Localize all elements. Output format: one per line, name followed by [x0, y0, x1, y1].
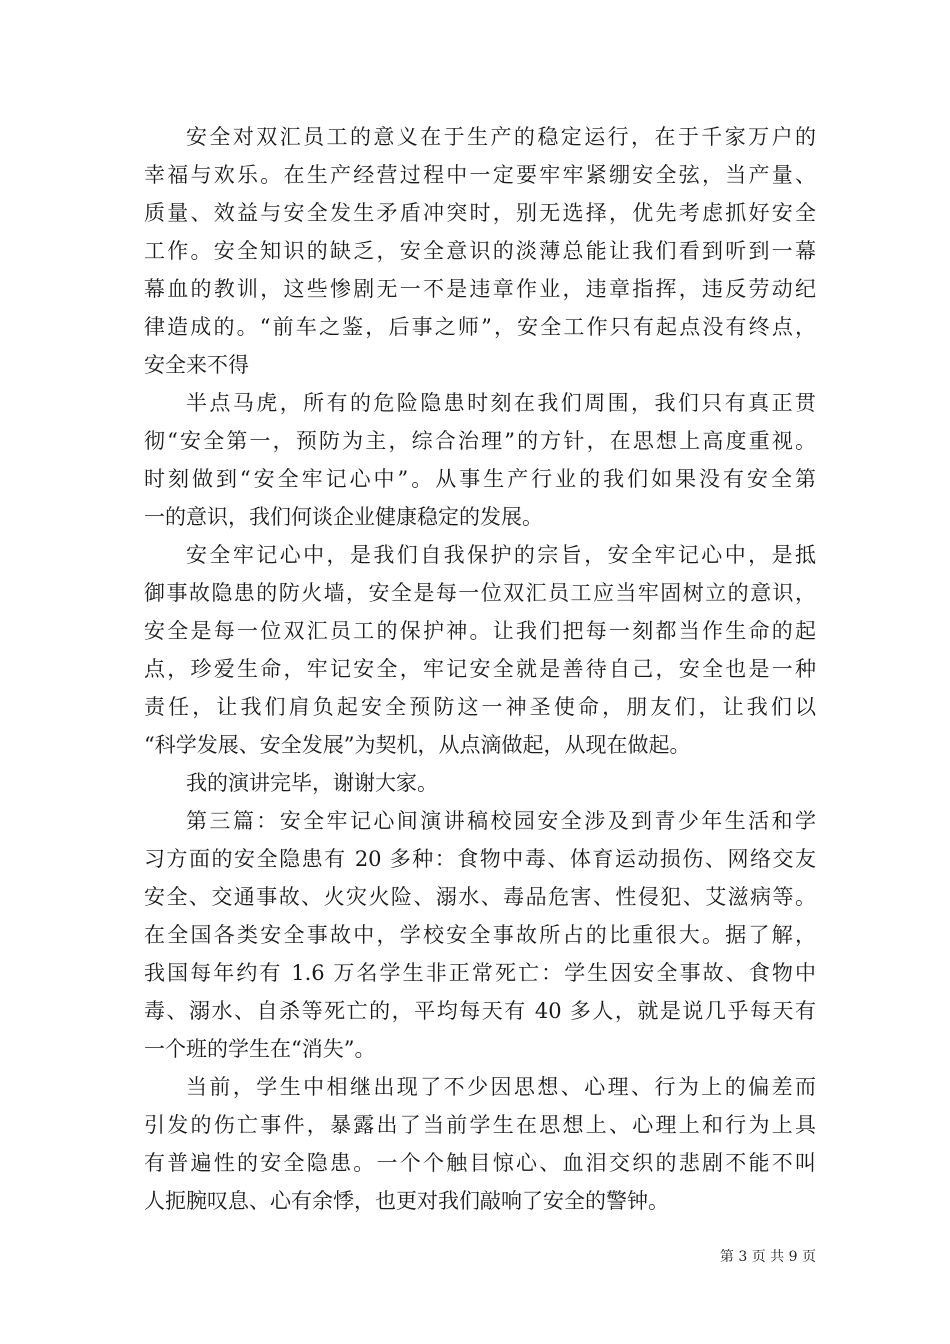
text-line: 毒、溺水、自杀等死亡的，平均每天有 40 多人，就是说几乎每天有: [144, 999, 816, 1023]
text-line: 安全是每一位双汇员工的保护神。让我们把每一刻都当作生命的起: [144, 619, 816, 643]
text-line: 引发的伤亡事件，暴露出了当前学生在思想上、心理上和行为上具: [144, 1113, 816, 1137]
text-line: 安全、交通事故、火灾火险、溺水、毒品危害、性侵犯、艾滋病等。: [144, 885, 816, 909]
text-line: 人扼腕叹息、心有余悸，也更对我们敲响了安全的警钟。: [144, 1189, 669, 1213]
text-line: 当前，学生中相继出现了不少因思想、心理、行为上的偏差而: [186, 1075, 816, 1099]
text-line: 点，珍爱生命，牢记安全，牢记安全就是善待自己，安全也是一种: [144, 657, 816, 681]
paragraph-5: [144, 802, 816, 1068]
text-line: 幸福与欢乐。在生产经营过程中一定要牢牢紧绷安全弦，当产量、: [144, 163, 816, 187]
text-line: 幕血的教训，这些惨剧无一不是违章作业，违章指挥，违反劳动纪: [144, 277, 816, 301]
text-line: 有普遍性的安全隐患。一个个触目惊心、血泪交织的悲剧不能不叫: [144, 1151, 816, 1175]
document-body: [144, 118, 816, 1220]
text-line: 我国每年约有 1.6 万名学生非正常死亡：学生因安全事故、食物中: [144, 961, 816, 985]
text-line: 时刻做到“安全牢记心中”。从事生产行业的我们如果没有安全第: [144, 467, 816, 491]
text-line: 半点马虎，所有的危险隐患时刻在我们周围，我们只有真正贯: [186, 391, 816, 415]
page-number-footer: 第 3 页 共 9 页: [719, 1249, 816, 1265]
text-line: “科学发展、安全发展”为契机，从点滴做起，从现在做起。: [144, 733, 691, 757]
text-line: 安全来不得: [144, 353, 249, 377]
text-line: 彻“安全第一，预防为主，综合治理”的方针，在思想上高度重视。: [144, 429, 816, 453]
text-line: 一个班的学生在“消失”。: [144, 1037, 376, 1061]
text-line: 习方面的安全隐患有 20 多种：食物中毒、体育运动损伤、网络交友: [144, 847, 816, 871]
text-line: 安全对双汇员工的意义在于生产的稳定运行，在于千家万户的: [186, 125, 816, 149]
paragraph-4: [144, 764, 816, 802]
text-line: 律造成的。“前车之鉴，后事之师”，安全工作只有起点没有终点，: [144, 315, 816, 339]
text-line: 我的演讲完毕，谢谢大家。: [186, 771, 438, 795]
text-line: 责任，让我们肩负起安全预防这一神圣使命，朋友们，让我们以: [144, 695, 816, 719]
text-line: 工作。安全知识的缺乏，安全意识的淡薄总能让我们看到听到一幕: [144, 239, 816, 263]
text-line: 安全牢记心中，是我们自我保护的宗旨，安全牢记心中，是抵: [186, 543, 816, 567]
paragraph-6: [144, 1068, 816, 1220]
text-line: 质量、效益与安全发生矛盾冲突时，别无选择，优先考虑抓好安全: [144, 201, 816, 225]
paragraph-3: [144, 536, 816, 764]
text-line: 御事故隐患的防火墙，安全是每一位双汇员工应当牢固树立的意识，: [144, 581, 816, 605]
paragraph-1: [144, 118, 816, 384]
text-line: 在全国各类安全事故中，学校安全事故所占的比重很大。据了解，: [144, 923, 816, 947]
text-line: 一的意识，我们何谈企业健康稳定的发展。: [144, 505, 543, 529]
paragraph-2: [144, 384, 816, 536]
text-line: 第三篇：安全牢记心间演讲稿校园安全涉及到青少年生活和学: [186, 809, 816, 833]
